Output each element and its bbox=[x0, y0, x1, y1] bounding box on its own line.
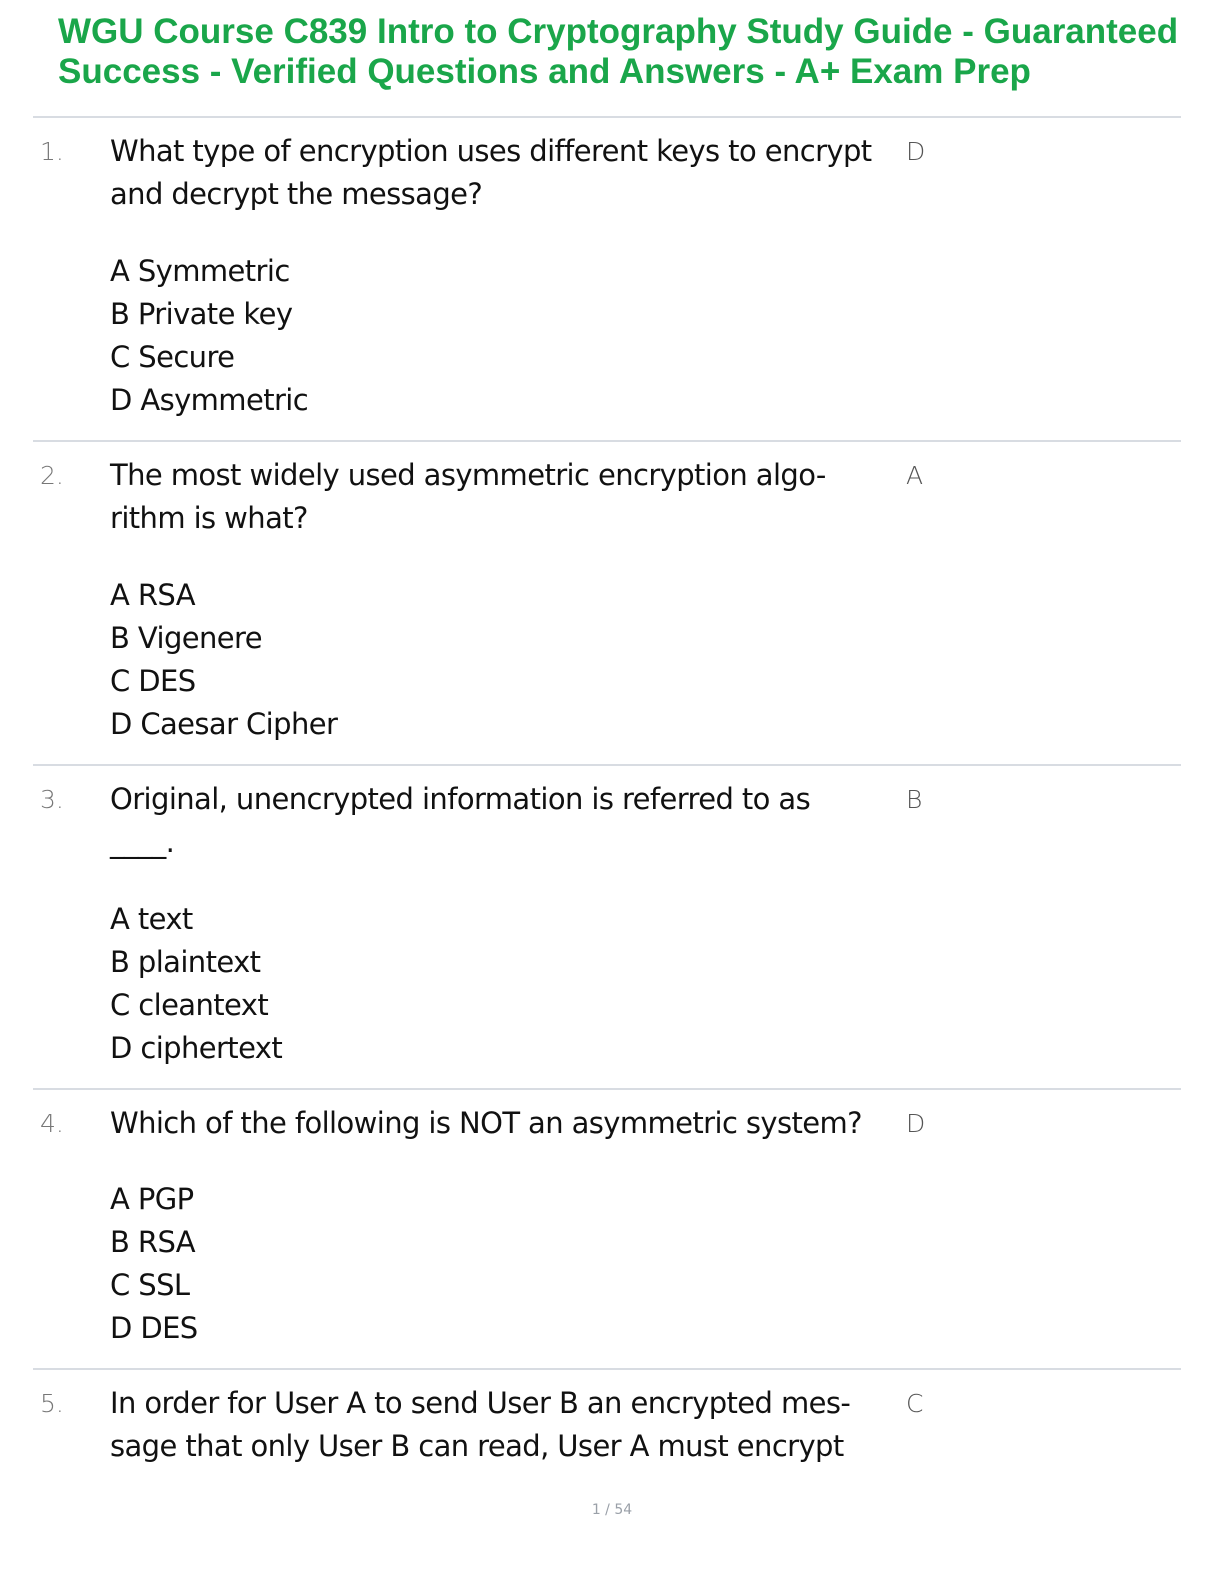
option-b: B Vigenere bbox=[110, 621, 262, 655]
answer-letter: B bbox=[906, 785, 923, 814]
question-number: 5. bbox=[40, 1389, 64, 1418]
option-list bbox=[110, 574, 337, 746]
divider bbox=[33, 116, 1181, 118]
option-a: A PGP bbox=[110, 1182, 194, 1216]
question-text: What type of encryption uses different keys to encrypt and decrypt the message? bbox=[110, 134, 872, 211]
divider bbox=[33, 440, 1181, 442]
question-number: 3. bbox=[40, 785, 64, 814]
option-a: A Symmetric bbox=[110, 254, 290, 288]
question-text: In order for User A to send User B an encrypted mes- sage that only User B can read, User A must encrypt bbox=[110, 1386, 851, 1463]
answer-letter: A bbox=[906, 461, 924, 490]
option-d: D Asymmetric bbox=[110, 383, 309, 417]
question-number: 4. bbox=[40, 1109, 64, 1138]
option-b: B Private key bbox=[110, 297, 293, 331]
option-b: B plaintext bbox=[110, 945, 261, 979]
divider bbox=[33, 1088, 1181, 1090]
divider bbox=[33, 1368, 1181, 1370]
question-number: 1. bbox=[40, 137, 64, 166]
option-a: A text bbox=[110, 902, 193, 936]
page-number: 1 / 54 bbox=[591, 1502, 633, 1518]
option-d: D Caesar Cipher bbox=[110, 707, 338, 741]
option-list bbox=[110, 1178, 198, 1350]
option-c: C DES bbox=[110, 664, 196, 698]
question-text: Which of the following is NOT an asymmetric system? bbox=[110, 1106, 862, 1140]
question-number: 2. bbox=[40, 461, 64, 490]
option-c: C SSL bbox=[110, 1268, 190, 1302]
option-c: C cleantext bbox=[110, 988, 269, 1022]
divider bbox=[33, 764, 1181, 766]
option-a: A RSA bbox=[110, 578, 195, 612]
question-text: Original, unencrypted information is referred to as ____. bbox=[110, 782, 811, 859]
option-d: D ciphertext bbox=[110, 1031, 283, 1065]
answer-letter: D bbox=[906, 1109, 926, 1138]
option-c: C Secure bbox=[110, 340, 235, 374]
option-list bbox=[110, 898, 282, 1070]
question-text: The most widely used asymmetric encryption algo- rithm is what? bbox=[110, 458, 826, 535]
answer-letter: D bbox=[906, 137, 926, 166]
answer-letter: C bbox=[906, 1389, 924, 1418]
option-list bbox=[110, 250, 308, 422]
option-d: D DES bbox=[110, 1311, 198, 1345]
document-title: WGU Course C839 Intro to Cryptography Study Guide - Guaranteed Success - Verified Questions and Answers - A+ Exam Prep bbox=[58, 12, 1179, 91]
option-b: B RSA bbox=[110, 1225, 196, 1259]
